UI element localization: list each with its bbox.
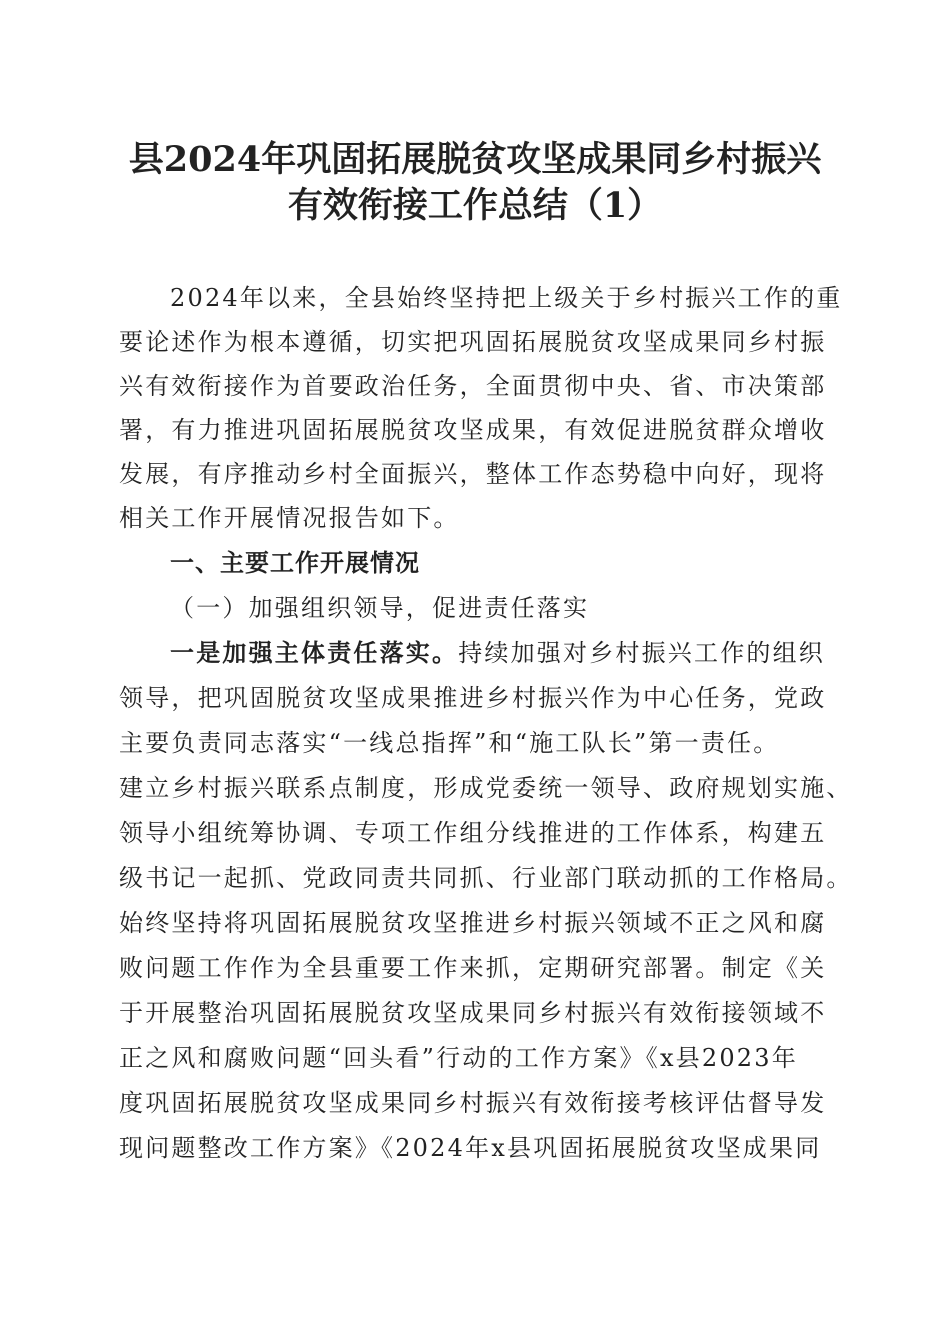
paragraph-1-line-11: 度巩固拓展脱贫攻坚成果同乡村振兴有效衔接考核评估督导发 (119, 1089, 827, 1117)
paragraph-1-line-4: 建立乡村振兴联系点制度，形成党委统一领导、政府规划实施、 (119, 774, 853, 802)
paragraph-1-line-10: 正之风和腐败问题“回头看”行动的工作方案》《x县2023年 (119, 1044, 798, 1072)
document-title-line-1: 县2024年巩固拓展脱贫攻坚成果同乡村振兴 (128, 139, 822, 180)
paragraph-1-line-5: 领导小组统筹协调、专项工作组分线推进的工作体系，构建五 (119, 819, 827, 847)
paragraph-1-line-3: 主要负责同志落实“一线总指挥”和“施工队长”第一责任。 (119, 729, 780, 757)
intro-line-5: 发展，有序推动乡村全面振兴，整体工作态势稳中向好，现将 (119, 460, 827, 488)
intro-line-1: 2024年以来，全县始终坚持把上级关于乡村振兴工作的重 (170, 284, 843, 312)
section-heading: 一、主要工作开展情况 (170, 549, 420, 577)
intro-line-3: 兴有效衔接作为首要政治任务，全面贯彻中央、省、市决策部 (119, 372, 827, 400)
paragraph-1-first-rest: 持续加强对乡村振兴工作的组织 (458, 639, 826, 667)
intro-line-6: 相关工作开展情况报告如下。 (119, 504, 460, 532)
intro-line-2: 要论述作为根本遵循，切实把巩固拓展脱贫攻坚成果同乡村振 (119, 328, 827, 356)
subsection-heading: （一）加强组织领导，促进责任落实 (170, 594, 590, 622)
paragraph-1-line-8: 败问题工作作为全县重要工作来抓，定期研究部署。制定《关 (119, 954, 827, 982)
paragraph-1-line-9: 于开展整治巩固拓展脱贫攻坚成果同乡村振兴有效衔接领域不 (119, 999, 827, 1027)
document-title-line-2: 有效衔接工作总结（1） (287, 185, 663, 226)
paragraph-1-line-2: 领导，把巩固脱贫攻坚成果推进乡村振兴作为中心任务，党政 (119, 684, 827, 712)
paragraph-1-line-12: 现问题整改工作方案》《2024年x县巩固拓展脱贫攻坚成果同 (119, 1134, 822, 1162)
paragraph-1-line-6: 级书记一起抓、党政同责共同抓、行业部门联动抓的工作格局。 (119, 864, 853, 892)
paragraph-1-line-1 (170, 638, 825, 668)
paragraph-1-line-7: 始终坚持将巩固拓展脱贫攻坚推进乡村振兴领域不正之风和腐 (119, 909, 827, 937)
paragraph-1-lead: 一是加强主体责任落实。 (170, 638, 459, 667)
intro-line-4: 署，有力推进巩固拓展脱贫攻坚成果，有效促进脱贫群众增收 (119, 416, 827, 444)
